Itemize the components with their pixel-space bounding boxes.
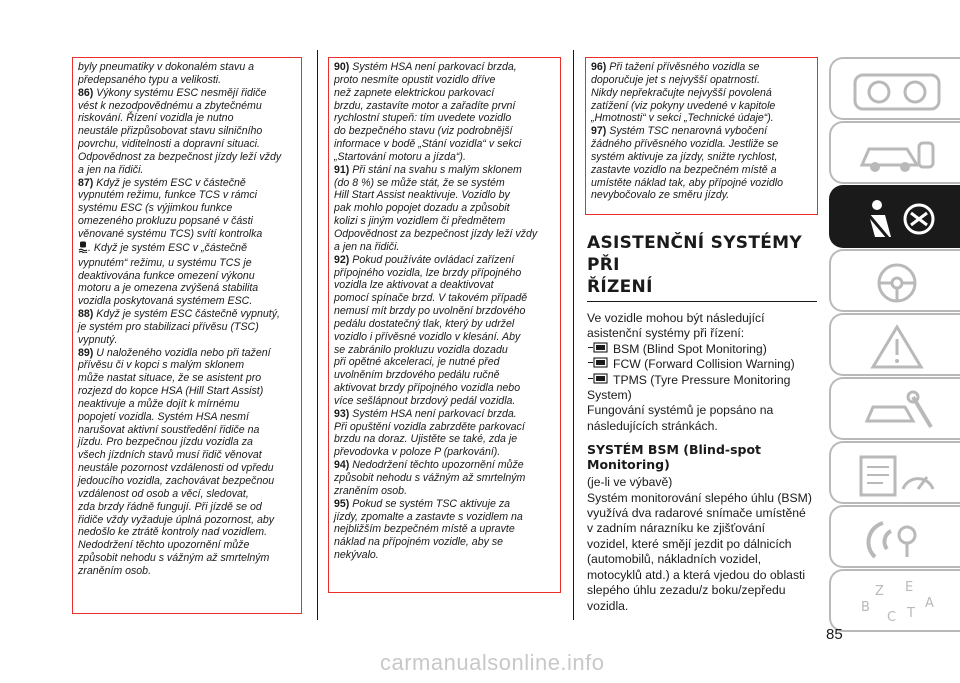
text-line: vypnutém režimu, funkce TCS v rámci — [78, 189, 257, 202]
text-line: Odpovědnost za bezpečnost jízdy leží vždy — [78, 150, 282, 163]
text-line: riskování. Řízení vozidla je nutno — [78, 112, 234, 125]
note-number: 89) — [78, 346, 94, 359]
text-line: omezeného prokluzu popsané v části — [78, 215, 253, 228]
feature-list-item: TPMS (Tyre Pressure Monitoring — [587, 373, 819, 388]
text-line: nemusí mít brzdy po uvolnění brzdového — [334, 305, 526, 318]
text-line: doporučuje jet s nejvyšší opatrností. — [591, 73, 761, 86]
heading-underline — [587, 301, 817, 302]
text-line: deaktivována funkce omezení výkonu — [78, 269, 255, 282]
intro-paragraph: Ve vozidle mohou být následující asistenční systémy při řízení: — [587, 311, 765, 341]
text-line: systém aktivuje za jízdy, snižte rychlost, — [591, 150, 778, 163]
svg-text:T: T — [907, 606, 915, 621]
text-line: (automobilů, nákladních vozidel, — [587, 552, 762, 567]
note-number: 90) — [334, 61, 350, 73]
svg-text:B: B — [861, 600, 870, 615]
text-line: jedoucího vozidla, zachovávat bezpečnou — [78, 475, 275, 487]
text-line: Odpovědnost za bezpečnost jízdy leží vždy — [334, 227, 538, 240]
paragraph-description: Fungování systémů je popsáno na následujících stránkách. — [587, 403, 774, 433]
text-line: zatížení (viz pokyny uvedené v kapitole — [591, 99, 776, 112]
note-start-line: 87) Když je systém ESC v částečně — [78, 176, 246, 189]
text-line: . Když je systém ESC v „částečně — [78, 241, 300, 257]
text-line: v zadním nárazníku ke zjišťování — [587, 521, 765, 536]
chapter-tab[interactable] — [829, 441, 960, 504]
svg-text:C: C — [887, 610, 897, 625]
text-line: pedálu dostatečný tlak, který by udržel — [334, 317, 515, 330]
chapter-tab[interactable] — [829, 505, 960, 568]
text-line: předepsaného typu a velikosti. — [78, 73, 222, 86]
text-line: nejbližším bezpečném místě a upravte — [334, 523, 515, 536]
feature-list-item: BSM (Blind Spot Monitoring) — [587, 342, 819, 357]
text-line: povrchu, viditelnosti a dopravní situaci. — [78, 138, 260, 151]
note-number: 86) — [78, 86, 94, 99]
text-line: a jen na řidiči. — [334, 240, 400, 253]
note-number: 88) — [78, 308, 94, 321]
arrow-box-icon — [587, 373, 613, 388]
text-line: motocyklů atd.) a která vjedou do oblasti — [587, 567, 806, 582]
text-line: více sešlápnout brzdový pedál vozidla. — [334, 394, 516, 407]
text-line: při opětné akceleraci, je nutné před — [334, 356, 500, 369]
text-line: do bezpečného stavu (viz podrobnější — [334, 125, 513, 138]
text-line: (je-li ve výbavě) — [587, 475, 673, 490]
section-heading: ASISTENČNÍ SYSTÉMY PŘI ŘÍZENÍ — [587, 233, 802, 297]
text-line: nedošlo ke ztrátě kontroly nad vozidlem. — [78, 526, 268, 539]
text-line: vzdálenost od osob a věcí, sledovat, — [78, 487, 249, 500]
text-line: a jen na řidiči. — [78, 163, 144, 176]
text-line: může nastat situace, že se asistent pro — [78, 372, 262, 385]
text-line: (do 8 %) se může stát, že se systém — [334, 176, 505, 189]
text-line: zraněním osob. — [334, 484, 408, 497]
text-line: zraněním osob. — [78, 564, 152, 577]
text-line: brzdu na doraz. Ujistěte se také, zda je — [334, 433, 518, 446]
text-line: byly pneumatiky v dokonalém stavu a — [78, 61, 255, 73]
bsm-description — [587, 475, 819, 614]
text-line: pomocí spínače brzd. V takovém případě — [334, 292, 528, 305]
text-line: zastavte vozidlo na bezpečném místě a — [591, 163, 777, 176]
text-line: systému ESC (s výjimkou funkce — [78, 202, 233, 215]
text-line: přípojného vozidla, lze brzdy přípojného — [334, 266, 522, 279]
page-number: 85 — [826, 626, 843, 643]
note-start-line: 95) Pokud se systém TSC aktivuje za — [334, 497, 511, 510]
text-line: umístěte náklad tak, aby přípojné vozidlo — [591, 176, 783, 189]
text-line: Systém monitorování slepého úhlu (BSM) — [587, 490, 812, 505]
subheading-bsm: SYSTÉM BSM (Blind-spot Monitoring) — [587, 442, 762, 473]
note-start-line: 96) Při tažení přívěsného vozidla se — [591, 61, 760, 73]
column-divider — [573, 50, 574, 620]
text-line: kolizi s jiným vozidlem či předmětem — [334, 215, 506, 228]
section-content — [587, 232, 819, 614]
text-line: neustále pozornost vzdálenosti od vpředu — [78, 462, 274, 475]
warning-text-middle — [334, 61, 559, 562]
text-line: rychlostní stupeň: tím uvedete vozidlo — [334, 112, 512, 125]
text-line: všech jízdních stavů musí řidič věnovat — [78, 449, 262, 462]
feature-list — [587, 342, 819, 404]
warning-text-left — [78, 61, 300, 578]
text-line: brzdu, zastavíte motor a zařadíte první — [334, 99, 516, 112]
text-line: se zabránilo prokluzu vozidla dozadu — [334, 343, 508, 356]
note-number: 96) — [591, 61, 607, 73]
note-start-line: 94) Nedodržení těchto upozornění může — [334, 459, 524, 472]
text-line: motoru a je omezena zvýšená stabilita — [78, 282, 259, 295]
text-line: než zapnete elektrickou parkovací — [334, 86, 495, 99]
text-line: vozidla poskytovaná systémem ESC. — [78, 295, 253, 308]
note-start-line: 88) Když je systém ESC částečně vypnutý, — [78, 308, 280, 321]
note-start-line: 93) Systém HSA není parkovací brzda. — [334, 407, 517, 420]
arrow-box-icon — [587, 342, 613, 357]
text-line: zda brzdy řádně fungují. Při jízdě se od — [78, 500, 262, 513]
text-line: „Hmotnosti“ v sekci „Technické údaje“). — [591, 112, 774, 125]
note-number: 97) — [591, 125, 607, 138]
note-start-line: 97) Systém TSC nenarovná vybočení — [591, 125, 768, 138]
text-line: rozjezd do kopce HSA (Hill Start Assist) — [78, 385, 264, 398]
text-line: je systém pro stabilizaci přívěsu (TSC) — [78, 320, 259, 333]
text-line: informace v bodě „Stání vozidla“ v sekci — [334, 138, 522, 151]
text-line: žádného přívěsného vozidla. Jestliže se — [591, 138, 779, 151]
text-line: Nedodržení těchto upozornění může — [78, 539, 250, 552]
text-line: „Startování motoru a jízda“). — [334, 150, 466, 163]
text-line: vozidel, které smějí jezdit po dálnicích — [587, 536, 792, 551]
note-number: 91) — [334, 163, 350, 176]
text-line: využívá dva radarové snímače umístěné — [587, 506, 806, 521]
chapter-tab[interactable] — [829, 569, 960, 632]
text-line: narušovat aktivní soustředění řidiče na — [78, 423, 260, 436]
feature-list-item: System) — [587, 388, 632, 403]
text-line: nekývalo. — [334, 549, 379, 562]
chapter-tab[interactable] — [829, 249, 960, 312]
text-line: vést k nezodpovědnému a zbytečnému — [78, 99, 262, 112]
feature-list-item: FCW (Forward Collision Warning) — [587, 357, 819, 372]
text-line: řidiče vždy vyžaduje úplná pozornost, aby — [78, 513, 275, 526]
text-line: proto nesmíte opustit vozidlo dříve — [334, 73, 496, 86]
note-number: 92) — [334, 253, 350, 266]
text-line: způsobit nehodu s vážným až smrtelným — [78, 552, 270, 565]
warning-text-right — [591, 61, 816, 202]
svg-text:A: A — [925, 596, 934, 611]
svg-text:Z: Z — [875, 584, 884, 599]
text-line: neustále přizpůsobovat stavu silničního — [78, 125, 263, 138]
note-number: 93) — [334, 407, 350, 420]
note-start-line: 86) Výkony systému ESC nesmějí řidiče — [78, 86, 267, 99]
note-start-line: 90) Systém HSA není parkovací brzda, — [334, 61, 517, 73]
text-line: vozidlo i přívěsné vozidlo v klesání. Aby — [334, 330, 521, 343]
note-start-line: 92) Pokud používáte ovládací zařízení — [334, 253, 515, 266]
chapter-tab[interactable] — [829, 57, 960, 120]
chapter-tab[interactable] — [829, 121, 960, 184]
text-line: náklad na přípojném vozidle, aby se — [334, 536, 504, 549]
esc-warning-icon — [78, 241, 88, 257]
chapter-tab[interactable] — [829, 377, 960, 440]
note-start-line: 89) U naloženého vozidla nebo při tažení — [78, 346, 271, 359]
note-start-line: 91) Při stání na svahu s malým sklonem — [334, 163, 522, 176]
text-line: vypnutém“ režimu, u systému TCS je — [78, 256, 252, 269]
text-line: převodovka v poloze P (parkování). — [334, 446, 501, 459]
text-line: jízdy, zpomalte a zastavte s vozidlem na — [334, 510, 523, 523]
text-line: neaktivuje a může dojít k mírnému — [78, 397, 240, 410]
text-line: nevybočovalo ze směru jízdy. — [591, 189, 730, 202]
text-line: aktivovat brzdy přípojného vozidla nebo — [334, 382, 521, 395]
svg-text:E: E — [905, 580, 914, 595]
text-line: popojetí vozidla. Systém HSA nesmí — [78, 410, 249, 423]
text-line: vozidla lze aktivovat a deaktivovat — [334, 279, 494, 292]
text-line: Hill Start Assist neaktivuje. Vozidlo by — [334, 189, 510, 202]
text-line: uvolněním brzdového pedálu ručně — [334, 369, 500, 382]
column-divider — [317, 50, 318, 620]
note-number: 94) — [334, 459, 350, 472]
chapter-tab[interactable] — [829, 313, 960, 376]
watermark: carmanualsonline.info — [380, 650, 605, 675]
text-line: Nikdy nepřekračujte nejvyšší povolená — [591, 86, 772, 99]
note-number: 87) — [78, 176, 94, 189]
chapter-tab[interactable] — [829, 185, 960, 248]
text-line: jízdu. Pro bezpečnou jízdu vozidla za — [78, 436, 253, 449]
text-line: věnované systému TCS) svítí kontrolka — [78, 227, 263, 240]
text-line: Při opuštění vozidla zabrzděte parkovací — [334, 420, 525, 433]
text-line: slepého úhlu zezadu/z boku/zepředu — [587, 583, 786, 598]
note-number: 95) — [334, 497, 350, 510]
text-line: pak mohlo popojet dozadu a způsobit — [334, 202, 510, 215]
arrow-box-icon — [587, 357, 613, 372]
text-line: přívěsu či v kopci s malým sklonem — [78, 359, 245, 372]
text-line: vozidla. — [587, 598, 629, 613]
text-line: způsobit nehodu s vážným až smrtelným — [334, 472, 526, 484]
text-line: vypnutý. — [78, 333, 118, 346]
